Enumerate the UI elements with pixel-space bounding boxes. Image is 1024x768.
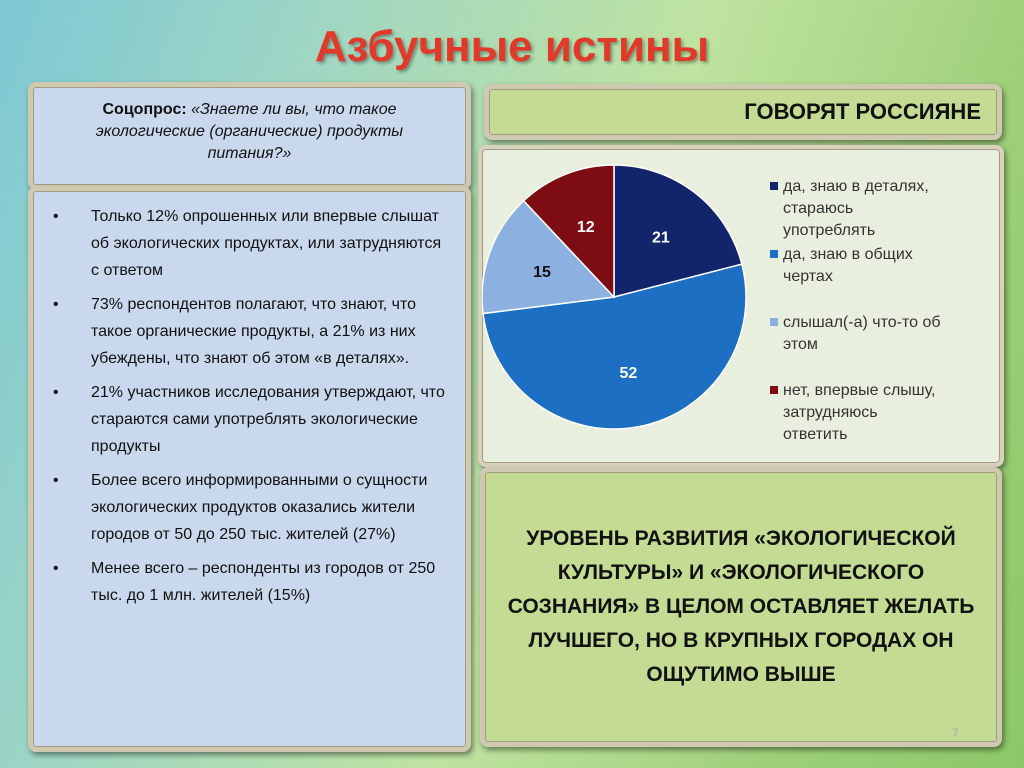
legend-item <box>770 382 935 443</box>
legend-item <box>770 314 941 353</box>
legend-swatch <box>770 318 778 326</box>
slide-title: Азбучные истины <box>314 22 710 71</box>
findings-list <box>51 203 452 609</box>
conclusion-text: УРОВЕНЬ РАЗВИТИЯ «ЭКОЛОГИЧЕСКОЙ КУЛЬТУРЫ» И «ЭКОЛОГИЧЕСКОГО СОЗНАНИЯ» В ЦЕЛОМ ОСТАВЛЯЕТ ЖЕЛАТЬ ЛУЧШЕГО, НО В КРУПНЫХ ГОРОДАХ ОН ОЩУТИМО ВЫШЕ <box>507 527 975 686</box>
chart-header: ГОВОРЯТ РОССИЯНЕ <box>484 84 1002 140</box>
finding-text: Менее всего – респонденты из городов от 250 тыс. до 1 млн. жителей (15%) <box>91 560 436 604</box>
finding-item <box>51 555 452 609</box>
legend-swatch <box>770 386 778 394</box>
legend-label: да, знаю в деталях, стараюсь употреблять <box>783 178 929 239</box>
finding-item <box>51 291 452 372</box>
survey-label: Соцопрос: <box>102 101 187 118</box>
legend-swatch <box>770 250 778 258</box>
finding-text: 73% респондентов полагают, что знают, что такое органические продукты, а 21% из них убеждены, что знают об этом «в деталях». <box>91 296 417 367</box>
bullet-icon: • <box>53 384 59 401</box>
legend-swatch <box>770 182 778 190</box>
finding-text: Более всего информированными о сущности экологических продуктов оказались жители городов от 50 до 250 тыс. жителей (27%) <box>91 472 428 543</box>
pie-chart <box>482 149 1000 463</box>
legend-label: нет, впервые слышу, затрудняюсь ответить <box>783 382 936 443</box>
bullet-icon: • <box>53 208 59 225</box>
legend-label: слышал(-а) что-то об этом <box>783 314 941 353</box>
chart-panel <box>478 145 1004 467</box>
bullet-icon: • <box>53 472 59 489</box>
finding-item <box>51 467 452 548</box>
page-number: 7 <box>952 726 959 740</box>
findings-box <box>28 186 471 752</box>
conclusion-box <box>480 467 1002 747</box>
finding-text: Только 12% опрошенных или впервые слышат об экологических продуктах, или затрудняются с ответом <box>91 208 442 279</box>
finding-item <box>51 203 452 284</box>
legend-label: да, знаю в общих чертах <box>783 246 913 285</box>
survey-question: «Знаете ли вы, что такое экологические (органические) продукты питания?» <box>95 101 404 162</box>
bullet-icon: • <box>53 560 59 577</box>
finding-text: 21% участников исследования утверждают, что стараются сами употреблять экологические продукты <box>91 384 445 455</box>
bullet-icon: • <box>53 296 59 313</box>
pie-data-label: 12 <box>576 218 595 236</box>
survey-question-box <box>28 82 471 190</box>
pie-data-label: 21 <box>652 229 670 247</box>
legend-item <box>770 178 929 239</box>
pie-data-label: 52 <box>619 365 638 383</box>
finding-item <box>51 379 452 460</box>
legend-item <box>770 246 913 285</box>
pie-data-label: 15 <box>533 264 551 282</box>
